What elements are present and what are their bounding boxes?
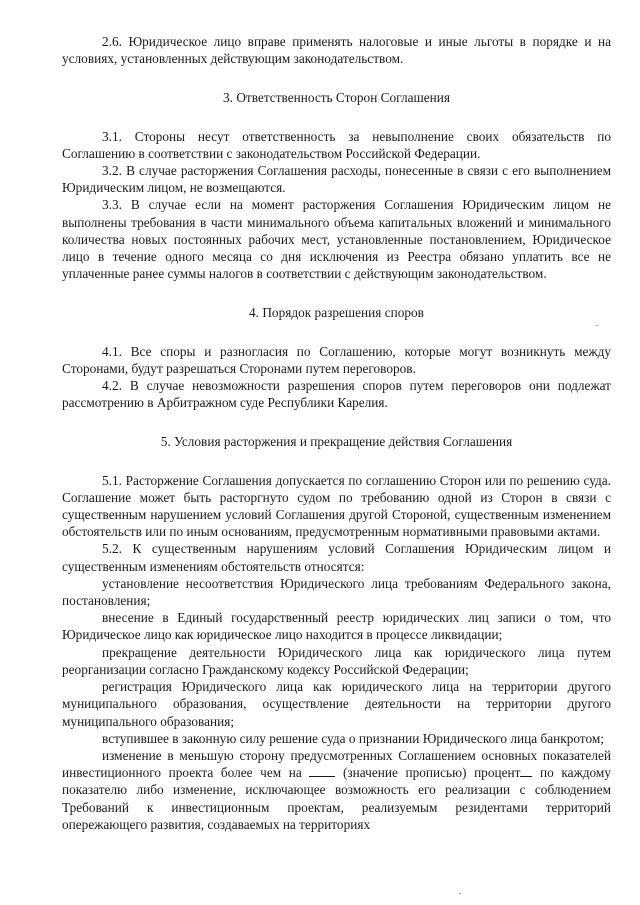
scan-speck — [596, 325, 598, 326]
section-4-title: 4. Порядок разрешения споров — [249, 305, 424, 321]
list-item: вступившее в законную силу решение суда о признании Юридического лица банкротом; — [102, 730, 604, 746]
clause-3-2: 3.2. В случае расторжения Соглашения расходы, понесенные в связи с его выполнением Юридическим лицом, не возмещаются. — [62, 163, 611, 196]
blank-value-field — [309, 764, 335, 777]
clause-5-1: 5.1. Расторжение Соглашения допускается по соглашению Сторон или по решению суда. Соглашение может быть расторгнуто судом по требованию одной из Сторон в связи с существенным нарушением условий Соглашения другой Стороной, существенным изменением обстоятельств или по иным основаниям, предусмотренным нормативными правовыми актами. — [62, 472, 611, 540]
section-3-title: 3. Ответственность Сторон Соглашения — [223, 90, 450, 106]
list-item: регистрация Юридического лица как юридического лица на территории другого муниципального образования, осуществление деятельности на территории другого муниципального образования; — [62, 679, 611, 729]
scan-speck — [459, 893, 461, 894]
item-6-text-1: изменение в меньшую сторону предусмотренных Соглашением основных показателей инвестиционного проекта более чем на — [62, 747, 611, 781]
list-item: установление несоответствия Юридического лица требованиям Федерального закона, постановления; — [62, 575, 611, 609]
section-5-title: 5. Условия расторжения и прекращение действия Соглашения — [160, 434, 513, 450]
list-item: внесение в Единый государственный реестр юридических лиц записи о том, что Юридическое лицо как юридическое лицо находится в процессе ликвидации; — [62, 610, 611, 643]
document-body — [62, 33, 611, 833]
list-item: прекращение деятельности Юридического лица как юридического лица путем реорганизации согласно Гражданскому кодексу Российской Федерации; — [62, 644, 611, 677]
clause-5-2: 5.2. К существенным нарушениям условий Соглашения Юридическим лицом и существенным изменениям обстоятельств относятся: — [62, 541, 611, 574]
clause-3-1: 3.1. Стороны несут ответственность за невыполнение своих обязательств по Соглашению в соответствии с законодательством Российской Федерации. — [62, 128, 611, 161]
clause-4-2: 4.2. В случае невозможности разрешения споров путем переговоров они подлежат рассмотрению в Арбитражном суде Республики Карелия. — [62, 378, 611, 411]
item-6-text-2: (значение прописью) процент — [343, 765, 521, 781]
item-6-text-3: по каждому показателю либо изменение, исключающее возможность его реализации с соблюдением Требований к инвестиционным проектам, реализуемым резидентами территорий опережающего развития, создаваемых на территориях — [62, 765, 611, 832]
blank-percent-field — [520, 764, 532, 777]
list-item-with-blanks — [62, 747, 611, 833]
clause-2-6: 2.6. Юридическое лицо вправе применять налоговые и иные льготы в порядке и на условиях, установленных действующим законодательством. — [62, 34, 611, 67]
clause-4-1: 4.1. Все споры и разногласия по Соглашению, которые могут возникнуть между Сторонами, будут разрешаться Сторонами путем переговоров. — [62, 343, 611, 376]
clause-3-3: 3.3. В случае если на момент расторжения Соглашения Юридическим лицом не выполнены требования в части минимального объема капитальных вложений и минимального количества новых постоянных рабочих мест, установленные постановлением, Юридическое лицо в течение одного месяца со дня исключения из Реестра обязано уплатить все не уплаченные ранее суммы налогов в соответствии с действующим законодательством. — [62, 197, 611, 282]
